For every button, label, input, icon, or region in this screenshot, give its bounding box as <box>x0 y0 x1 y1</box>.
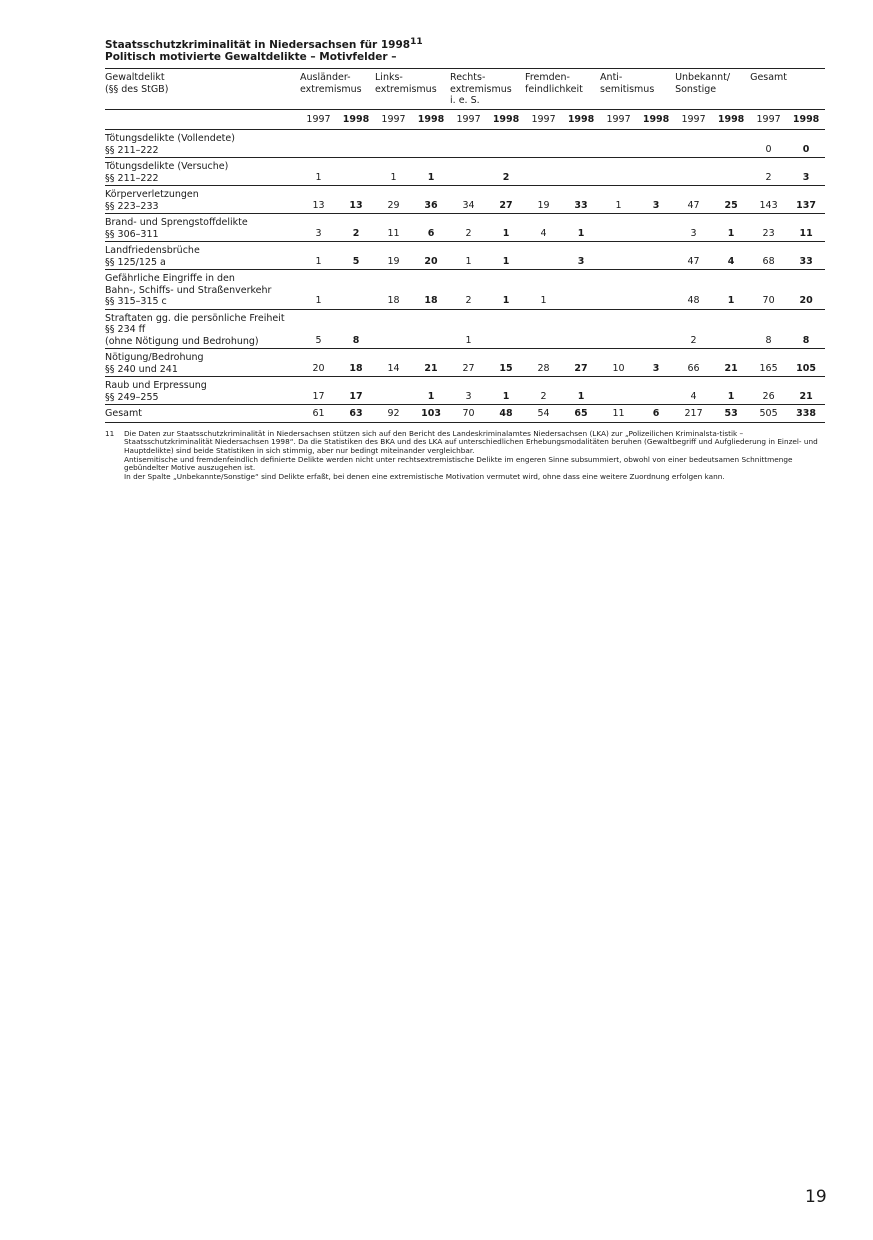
table-cell <box>525 130 562 158</box>
year-header-1997: 1997 <box>525 110 562 130</box>
table-cell: 8 <box>750 309 787 349</box>
table-cell: 15 <box>487 349 525 377</box>
offense-label-line: §§ 211–222 <box>105 172 159 184</box>
footnote-reference: 11 <box>410 37 423 47</box>
table-cell <box>525 309 562 349</box>
table-cell: 27 <box>562 349 600 377</box>
table-cell: 165 <box>750 349 787 377</box>
table-body <box>105 130 825 423</box>
table-cell: 48 <box>675 270 712 310</box>
table-cell <box>412 130 450 158</box>
column-group-header-line: Ausländer- <box>300 72 351 83</box>
document-title <box>105 36 825 63</box>
table-cell: 11 <box>375 214 412 242</box>
table-cell: 18 <box>337 349 375 377</box>
column-group-header-line: feindlichkeit <box>525 83 583 95</box>
column-group-header-line: Anti- <box>600 72 623 83</box>
table-cell: 0 <box>787 130 825 158</box>
column-header-offense-line: Gewaltdelikt <box>105 72 165 83</box>
column-group-header-line: extremismus <box>300 83 362 95</box>
footnote-text-1: Die Daten zur Staatsschutzkriminalität in Niedersachsen stützen sich auf den Bericht des Landeskriminalamtes Niedersachsen (LKA) zur „Polizeilichen Kriminalsta-tistik – Staatsschutzkriminalität Niedersachsen 1998“. Da die Statistiken des BKA und des LKA auf unterschiedlichen Erhebungsmodalitäten beruhen (Gewaltbegriff und Aufgliederung in Einzel- und Hauptdelikte) sind beide Statistiken in sich stimmig, aber nur bedingt miteinander vergleichbar. <box>124 428 818 455</box>
table-row <box>105 242 825 270</box>
table-cell: 14 <box>375 349 412 377</box>
table-cell: 8 <box>337 309 375 349</box>
column-group-header-line: Sonstige <box>675 83 717 95</box>
table-cell: 19 <box>375 242 412 270</box>
table-row <box>105 309 825 349</box>
table-cell: 6 <box>637 405 675 423</box>
table-cell: 20 <box>300 349 337 377</box>
table-cell: 1 <box>562 377 600 405</box>
table-cell: 47 <box>675 242 712 270</box>
table-cell: 11 <box>600 405 637 423</box>
table-cell <box>525 158 562 186</box>
table-cell: 105 <box>787 349 825 377</box>
table-cell: 137 <box>787 186 825 214</box>
table-cell: 1 <box>487 242 525 270</box>
column-header-offense <box>105 69 300 110</box>
offense-label <box>105 130 300 158</box>
year-header-1997: 1997 <box>450 110 487 130</box>
table-cell: 1 <box>712 214 750 242</box>
table-cell: 1 <box>300 158 337 186</box>
table-cell: 103 <box>412 405 450 423</box>
table-cell <box>300 130 337 158</box>
table-cell: 3 <box>787 158 825 186</box>
table-cell <box>637 130 675 158</box>
table-cell: 26 <box>750 377 787 405</box>
table-cell <box>600 158 637 186</box>
table-cell <box>637 242 675 270</box>
table-cell: 2 <box>450 270 487 310</box>
offense-label-line: Landfriedensbrüche <box>105 245 200 256</box>
table-cell: 65 <box>562 405 600 423</box>
table-cell <box>637 158 675 186</box>
year-header-1998: 1998 <box>787 110 825 130</box>
table-cell: 4 <box>712 242 750 270</box>
column-group-header <box>600 69 675 110</box>
year-header-1998: 1998 <box>712 110 750 130</box>
year-header-1997: 1997 <box>750 110 787 130</box>
group-header-row <box>105 69 825 110</box>
table-cell: 0 <box>750 130 787 158</box>
table-cell <box>562 309 600 349</box>
table-cell: 5 <box>337 242 375 270</box>
table-cell: 1 <box>562 214 600 242</box>
table-cell <box>375 377 412 405</box>
page-number: 19 <box>805 1187 827 1207</box>
footnote-text-2: Antisemitische und fremdenfeindlich definierte Delikte werden nicht unter rechtsextremistische Delikte im engeren Sinne subsummiert, obwohl von einer bedeutsamen Schnittmenge gebündelter Motive auszugehen ist. <box>124 454 793 473</box>
table-cell: 23 <box>750 214 787 242</box>
table-cell: 505 <box>750 405 787 423</box>
table-cell <box>375 309 412 349</box>
year-header-1998: 1998 <box>637 110 675 130</box>
table-cell: 28 <box>525 349 562 377</box>
offense-label-line: Körperverletzungen <box>105 189 199 200</box>
table-cell: 29 <box>375 186 412 214</box>
offense-label-line: §§ 223–233 <box>105 200 159 212</box>
column-group-header-line: Links- <box>375 72 403 83</box>
table-cell: 13 <box>300 186 337 214</box>
table-cell: 1 <box>525 270 562 310</box>
table-row <box>105 349 825 377</box>
footnote-number: 11 <box>105 428 115 438</box>
table-cell: 3 <box>675 214 712 242</box>
table-cell: 25 <box>712 186 750 214</box>
table-cell <box>562 270 600 310</box>
table-cell: 20 <box>787 270 825 310</box>
table-cell: 143 <box>750 186 787 214</box>
table-cell <box>712 158 750 186</box>
table-row <box>105 130 825 158</box>
table-cell: 1 <box>487 270 525 310</box>
column-group-header-line: Gesamt <box>750 72 788 83</box>
column-group-header-line: Unbekannt/ <box>675 72 731 83</box>
table-cell: 17 <box>300 377 337 405</box>
title-line-2: Politisch motivierte Gewaltdelikte – Motivfelder – <box>105 51 397 63</box>
table-cell: 11 <box>787 214 825 242</box>
table-cell: 34 <box>450 186 487 214</box>
column-group-header-line: extremismus <box>375 83 437 95</box>
table-cell: 27 <box>450 349 487 377</box>
table-cell <box>712 309 750 349</box>
offense-label-line: Gefährliche Eingriffe in den <box>105 273 235 284</box>
table-cell: 4 <box>675 377 712 405</box>
table-cell <box>562 158 600 186</box>
table-row <box>105 214 825 242</box>
table-cell: 19 <box>525 186 562 214</box>
table-cell: 92 <box>375 405 412 423</box>
table-cell <box>600 214 637 242</box>
year-header-1997: 1997 <box>300 110 337 130</box>
table-cell: 21 <box>412 349 450 377</box>
table-cell <box>637 270 675 310</box>
table-cell: 21 <box>712 349 750 377</box>
year-header-1998: 1998 <box>412 110 450 130</box>
table-cell <box>675 158 712 186</box>
column-group-header <box>450 69 525 110</box>
table-cell: 1 <box>300 270 337 310</box>
title-line-1: Staatsschutzkriminalität in Niedersachsen für 1998 <box>105 39 411 51</box>
table-cell <box>487 130 525 158</box>
offense-label <box>105 270 300 310</box>
offense-label-line: §§ 306–311 <box>105 228 159 240</box>
table-cell: 2 <box>525 377 562 405</box>
table-cell: 1 <box>712 270 750 310</box>
table-cell <box>637 309 675 349</box>
year-header-1998: 1998 <box>562 110 600 130</box>
offense-label-line: §§ 240 und 241 <box>105 363 178 375</box>
table-cell <box>600 377 637 405</box>
offense-label <box>105 405 300 423</box>
table-cell: 20 <box>412 242 450 270</box>
offense-label-line: Gesamt <box>105 408 142 419</box>
offense-label-line: Bahn-, Schiffs- und Straßenverkehr <box>105 284 272 296</box>
offense-label <box>105 242 300 270</box>
offense-label <box>105 309 300 349</box>
table-cell: 8 <box>787 309 825 349</box>
table-cell <box>562 130 600 158</box>
table-cell: 1 <box>600 186 637 214</box>
table-cell <box>337 130 375 158</box>
offense-label-line: Raub und Erpressung <box>105 380 207 391</box>
table-cell: 1 <box>450 309 487 349</box>
offense-label <box>105 377 300 405</box>
crime-statistics-table <box>105 68 825 423</box>
table-cell: 27 <box>487 186 525 214</box>
table-cell: 5 <box>300 309 337 349</box>
column-group-header-line: extremismus <box>450 83 512 95</box>
table-cell: 10 <box>600 349 637 377</box>
offense-label-line: Tötungsdelikte (Versuche) <box>105 161 229 172</box>
table-cell <box>637 214 675 242</box>
column-group-header <box>750 69 825 110</box>
table-cell <box>712 130 750 158</box>
table-cell: 70 <box>450 405 487 423</box>
table-cell: 338 <box>787 405 825 423</box>
table-cell: 3 <box>450 377 487 405</box>
year-header-1997: 1997 <box>375 110 412 130</box>
footnote <box>105 430 825 482</box>
column-group-header <box>375 69 450 110</box>
year-header-1998: 1998 <box>337 110 375 130</box>
offense-label-line: Nötigung/Bedrohung <box>105 352 204 363</box>
year-header-1998: 1998 <box>487 110 525 130</box>
table-cell: 2 <box>450 214 487 242</box>
table-cell: 66 <box>675 349 712 377</box>
table-cell: 53 <box>712 405 750 423</box>
table-cell: 1 <box>300 242 337 270</box>
table-cell: 18 <box>412 270 450 310</box>
table-cell: 1 <box>487 214 525 242</box>
table-cell <box>487 309 525 349</box>
table-cell: 70 <box>750 270 787 310</box>
table-cell <box>600 130 637 158</box>
table-cell: 1 <box>412 158 450 186</box>
offense-label <box>105 349 300 377</box>
table-cell: 3 <box>562 242 600 270</box>
table-row <box>105 377 825 405</box>
table-cell: 1 <box>412 377 450 405</box>
table-cell <box>600 270 637 310</box>
table-row <box>105 186 825 214</box>
table-cell: 13 <box>337 186 375 214</box>
offense-label-line: Brand- und Sprengstoffdelikte <box>105 217 248 228</box>
footnote-text-3: In der Spalte „Unbekannte/Sonstige“ sind Delikte erfaßt, bei denen eine extremistische Motivation vermutet wird, ohne dass eine weitere Zuordnung erfolgen kann. <box>124 472 725 482</box>
table-cell: 2 <box>675 309 712 349</box>
table-cell: 1 <box>375 158 412 186</box>
column-group-header <box>675 69 750 110</box>
offense-label-line: §§ 125/125 a <box>105 256 166 268</box>
table-cell: 2 <box>337 214 375 242</box>
table-cell <box>675 130 712 158</box>
offense-label-line: §§ 249–255 <box>105 391 159 403</box>
table-cell <box>337 270 375 310</box>
year-header-1997: 1997 <box>600 110 637 130</box>
offense-label <box>105 158 300 186</box>
table-cell: 47 <box>675 186 712 214</box>
table-cell: 3 <box>300 214 337 242</box>
offense-label-line: (ohne Nötigung und Bedrohung) <box>105 335 259 347</box>
table-row <box>105 158 825 186</box>
column-group-header-line: Rechts- <box>450 72 486 83</box>
table-cell <box>525 242 562 270</box>
offense-label-line: §§ 234 ff <box>105 324 146 335</box>
table-cell: 217 <box>675 405 712 423</box>
column-group-header-line: i. e. S. <box>450 95 480 106</box>
table-cell: 4 <box>525 214 562 242</box>
table-cell <box>412 309 450 349</box>
column-group-header <box>525 69 600 110</box>
offense-label <box>105 186 300 214</box>
table-cell: 33 <box>787 242 825 270</box>
column-group-header <box>300 69 375 110</box>
offense-label-line: Tötungsdelikte (Vollendete) <box>105 133 235 144</box>
table-cell: 63 <box>337 405 375 423</box>
offense-label-line: §§ 315–315 c <box>105 296 167 307</box>
table-cell: 21 <box>787 377 825 405</box>
table-cell: 68 <box>750 242 787 270</box>
table-cell: 36 <box>412 186 450 214</box>
table-cell <box>637 377 675 405</box>
table-cell: 61 <box>300 405 337 423</box>
table-row <box>105 270 825 310</box>
offense-label <box>105 214 300 242</box>
year-header-blank <box>105 110 300 130</box>
table-cell: 33 <box>562 186 600 214</box>
table-cell: 1 <box>712 377 750 405</box>
table-cell: 54 <box>525 405 562 423</box>
offense-label-line: Straftaten gg. die persönliche Freiheit <box>105 312 285 324</box>
table-cell <box>375 130 412 158</box>
year-header-row <box>105 110 825 130</box>
table-cell: 2 <box>750 158 787 186</box>
table-cell: 48 <box>487 405 525 423</box>
table-cell: 1 <box>487 377 525 405</box>
column-group-header-line: Fremden- <box>525 72 570 83</box>
table-cell <box>600 309 637 349</box>
column-header-offense-line: (§§ des StGB) <box>105 83 169 95</box>
table-cell <box>450 158 487 186</box>
table-cell <box>337 158 375 186</box>
table-cell: 17 <box>337 377 375 405</box>
year-header-1997: 1997 <box>675 110 712 130</box>
column-group-header-line: semitismus <box>600 83 655 95</box>
table-cell: 3 <box>637 349 675 377</box>
table-cell: 6 <box>412 214 450 242</box>
table-cell: 3 <box>637 186 675 214</box>
table-cell: 18 <box>375 270 412 310</box>
table-cell: 2 <box>487 158 525 186</box>
document-page <box>105 36 825 482</box>
offense-label-line: §§ 211–222 <box>105 144 159 156</box>
table-cell: 1 <box>450 242 487 270</box>
table-cell <box>600 242 637 270</box>
table-cell <box>450 130 487 158</box>
table-row <box>105 405 825 423</box>
